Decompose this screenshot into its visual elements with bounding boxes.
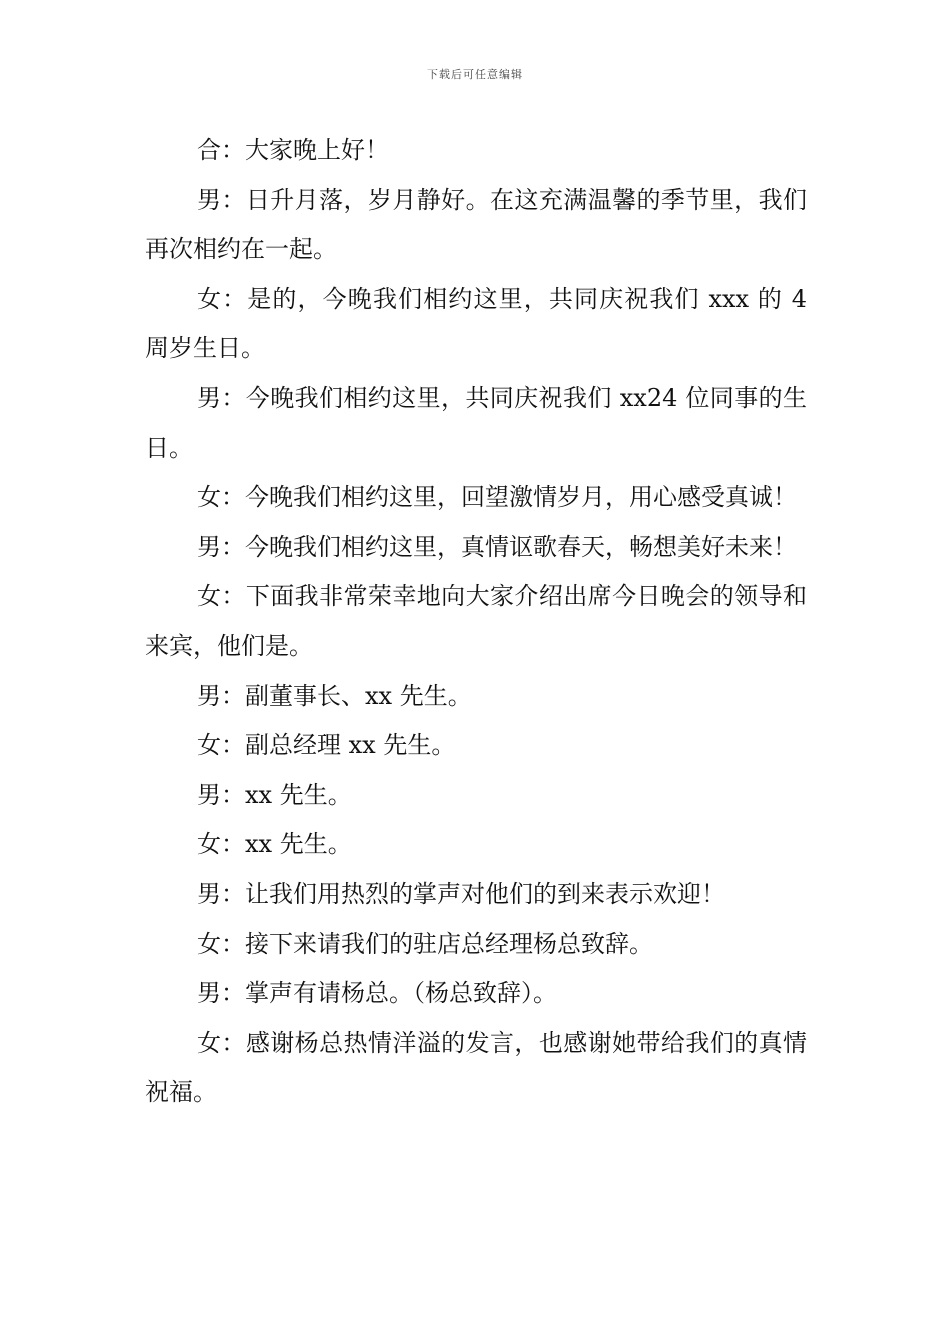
header-note: 下载后可任意编辑 (427, 68, 523, 81)
paragraph: 男：今晚我们相约这里，真情讴歌春天，畅想美好未来！ (197, 532, 797, 561)
paragraph: 男：日升月落，岁月静好。在这充满温馨的季节里，我们再次相约在一起。 (145, 185, 807, 264)
paragraph: 男：掌声有请杨总。（杨总致辞）。 (197, 979, 557, 1008)
paragraph: 男：今晚我们相约这里，共同庆祝我们 xx24 位同事的生日。 (145, 383, 807, 462)
paragraph: 女：下面我非常荣幸地向大家介绍出席今日晚会的领导和来宾，他们是。 (145, 582, 807, 660)
paragraph: 女：xx 先生。 (197, 830, 352, 859)
paragraph: 男：让我们用热烈的掌声对他们的到来表示欢迎！ (197, 879, 725, 908)
paragraph: 女：今晚我们相约这里，回望激情岁月，用心感受真诚！ (197, 483, 797, 512)
paragraph: 女：副总经理 xx 先生。 (197, 731, 456, 760)
paragraph: 合：大家晚上好！ (197, 136, 389, 164)
paragraph: 男：副董事长、xx 先生。 (197, 681, 472, 710)
paragraph: 女：接下来请我们的驻店总经理杨总致辞。 (197, 929, 653, 958)
paragraph: 女：感谢杨总热情洋溢的发言，也感谢她带给我们的真情祝福。 (145, 1028, 807, 1107)
script-body (145, 126, 807, 1118)
paragraph: 女：是的，今晚我们相约这里，共同庆祝我们 xxx 的 4 周岁生日。 (145, 284, 807, 363)
paragraph: 男：xx 先生。 (197, 780, 352, 809)
